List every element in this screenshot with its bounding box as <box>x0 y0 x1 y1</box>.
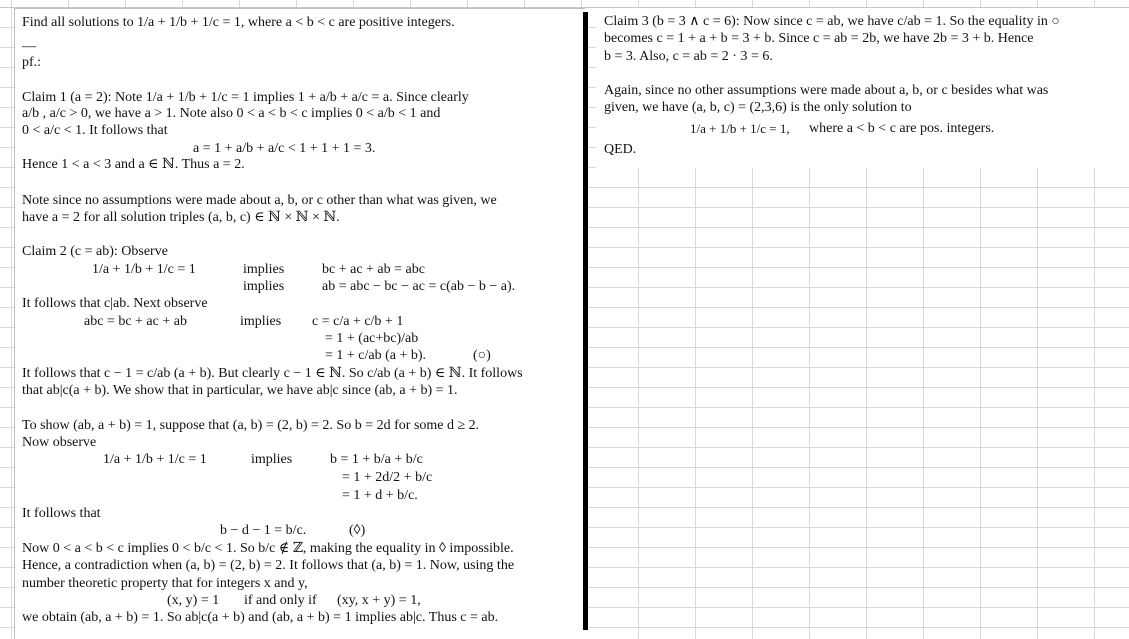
text-box-border <box>583 12 588 630</box>
separator-dash: — <box>22 39 36 54</box>
show-follows: It follows that <box>22 506 101 521</box>
iff-rhs: (xy, x + y) = 1, <box>337 593 421 608</box>
claim2-eq3-lhs: abc = bc + ac + ab <box>84 314 187 329</box>
proof-text-box-right[interactable] <box>596 8 1129 168</box>
claim2-eq1-rhs: bc + ac + ab = abc <box>322 262 425 277</box>
claim2-follow: It follows that c − 1 = c/ab (a + b). But clearly c − 1 ∈ ℕ. So c/ab (a + b) ∈ ℕ. It follows <box>22 366 523 381</box>
show-paragraph: number theoretic property that for integers x and y, <box>22 576 308 591</box>
implies-label: implies <box>243 279 285 294</box>
claim3-line: becomes c = 1 + a + b = 3 + b. Since c = ab = 2b, we have 2b = 3 + b. Hence <box>604 31 1034 46</box>
again-line: given, we have (a, b, c) = (2,3,6) is the only solution to <box>604 100 912 115</box>
qed-label: QED. <box>604 142 637 157</box>
show-eq-rhs: = 1 + 2d/2 + b/c <box>342 470 433 485</box>
claim3-line: b = 3. Also, c = ab = 2 · 3 = 6. <box>604 49 773 64</box>
note1-line: have a = 2 for all solution triples (a, b, c) ∈ ℕ × ℕ × ℕ. <box>22 210 340 225</box>
claim2-eq3-rhs: = 1 + (ac+bc)/ab <box>325 331 419 346</box>
proof-text-box-left[interactable] <box>14 8 585 639</box>
show-line: Now observe <box>22 435 97 450</box>
problem-statement: Find all solutions to 1/a + 1/b + 1/c = 1, where a < b < c are positive integers. <box>22 15 455 30</box>
iff-label: if and only if <box>244 593 317 608</box>
claim1-line: a/b , a/c > 0, we have a > 1. Note also 0 < a < b < c implies 0 < a/b < 1 and <box>22 106 441 121</box>
claim2-heading: Claim 2 (c = ab): Observe <box>22 244 168 259</box>
note1-line: Note since no assumptions were made about a, b, or c other than what was given, we <box>22 193 497 208</box>
diamond-equation: b − d − 1 = b/c. <box>220 523 307 538</box>
claim1-line: Claim 1 (a = 2): Note 1/a + 1/b + 1/c = 1 implies 1 + a/b + a/c = a. Since clearly <box>22 90 469 105</box>
show-line: To show (ab, a + b) = 1, suppose that (a, b) = (2, b) = 2. So b = 2d for some d ≥ 2. <box>22 418 480 433</box>
implies-label: implies <box>243 262 285 277</box>
final-equation: 1/a + 1/b + 1/c = 1, <box>690 121 790 136</box>
claim1-line: Hence 1 < a < 3 and a ∈ ℕ. Thus a = 2. <box>22 157 245 172</box>
claim2-follow: that ab|c(a + b). We show that in particular, we have ab|c since (ab, a + b) = 1. <box>22 383 458 398</box>
claim2-next: It follows that c|ab. Next observe <box>22 296 208 311</box>
diamond-tag: (◊) <box>349 523 366 538</box>
show-paragraph: Now 0 < a < b < c implies 0 < b/c < 1. So b/c ∉ ℤ, making the equality in ◊ impossible. <box>22 541 514 556</box>
claim2-eq2-rhs: ab = abc − bc − ac = c(ab − b − a). <box>322 279 516 294</box>
claim2-eq3-rhs: c = c/a + c/b + 1 <box>312 314 404 329</box>
iff-lhs: (x, y) = 1 <box>167 593 220 608</box>
again-line: Again, since no other assumptions were made about a, b, or c besides what was <box>604 83 1049 98</box>
claim2-eq3-rhs: = 1 + c/ab (a + b). <box>325 348 427 363</box>
final-where: where a < b < c are pos. integers. <box>809 121 995 136</box>
claim3-line: Claim 3 (b = 3 ∧ c = 6): Now since c = ab, we have c/ab = 1. So the equality in ○ <box>604 14 1060 29</box>
show-paragraph: Hence, a contradiction when (a, b) = (2, b) = 2. It follows that (a, b) = 1. Now, using the <box>22 558 515 573</box>
show-eq-lhs: 1/a + 1/b + 1/c = 1 <box>103 452 207 467</box>
circle-tag: (○) <box>473 348 491 363</box>
show-eq-rhs: b = 1 + b/a + b/c <box>330 452 423 467</box>
implies-label: implies <box>251 452 293 467</box>
claim1-line: 0 < a/c < 1. It follows that <box>22 123 168 138</box>
claim2-eq1-lhs: 1/a + 1/b + 1/c = 1 <box>92 262 196 277</box>
implies-label: implies <box>240 314 282 329</box>
show-paragraph: we obtain (ab, a + b) = 1. So ab|c(a + b) and (ab, a + b) = 1 implies ab|c. Thus c = ab. <box>22 610 499 625</box>
claim1-equation: a = 1 + a/b + a/c < 1 + 1 + 1 = 3. <box>193 141 376 156</box>
pf-label: pf.: <box>22 55 42 70</box>
show-eq-rhs: = 1 + d + b/c. <box>342 488 418 503</box>
